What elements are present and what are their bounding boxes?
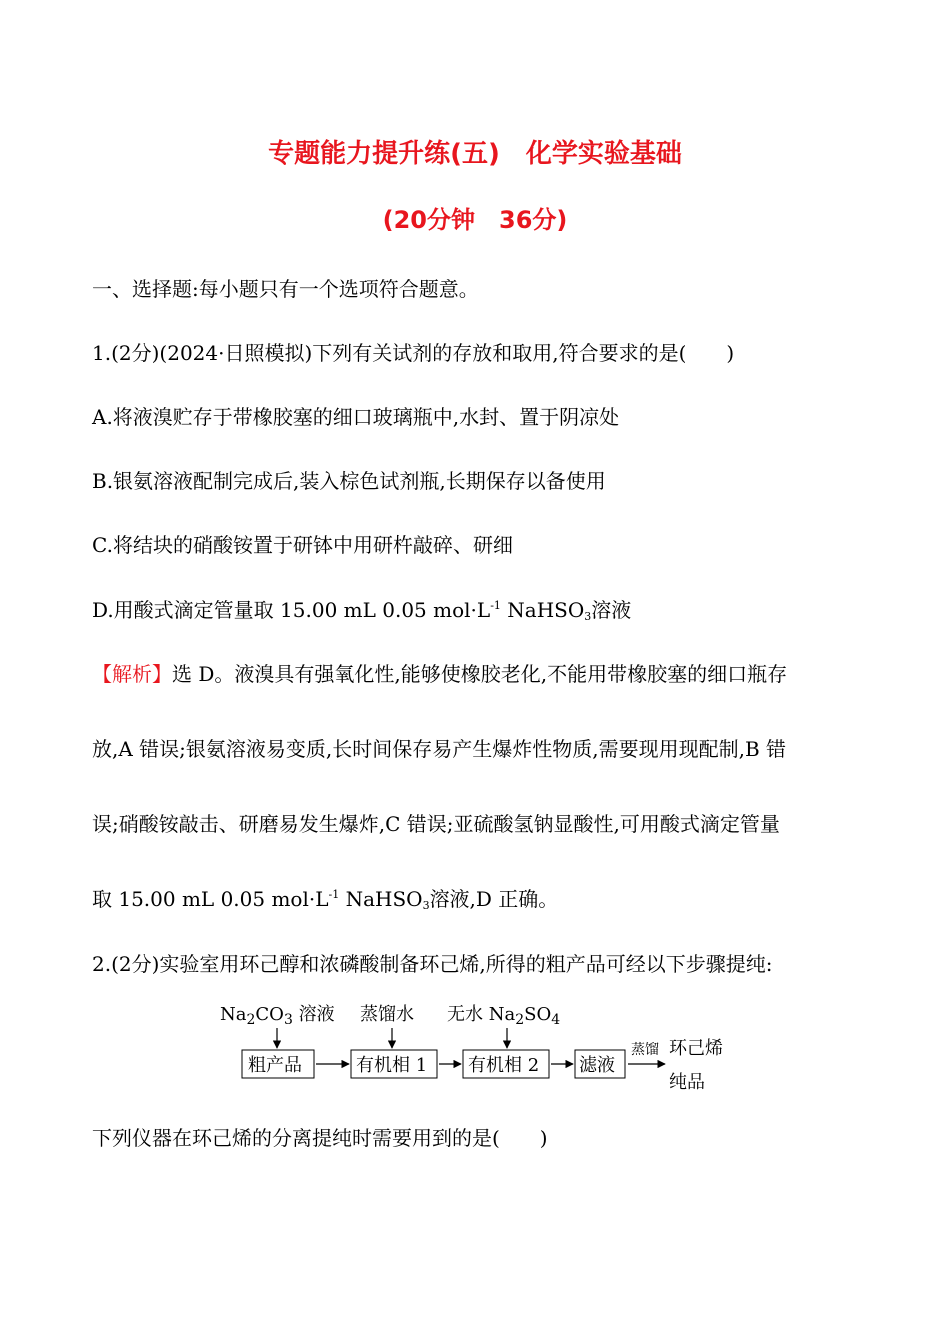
option-d [92, 596, 882, 624]
analysis-tail: 溶液,D 正确。 [429, 887, 559, 911]
analysis-subscript: 3 [422, 899, 430, 912]
analysis-line-3: 误;硝酸铵敲击、研磨易发生爆炸,C 错误;亚硫酸氢钠显酸性,可用酸式滴定管量 [92, 812, 780, 836]
analysis-line-4 [92, 885, 882, 913]
reagent-na2so4: 无水 $Na_2SO_4$ [447, 1004, 561, 1028]
option-b: B.银氨溶液配制完成后,装入棕色试剂瓶,长期保存以备使用 [92, 469, 606, 493]
question-2-stem: 2.(2分)实验室用环己醇和浓磷酸制备环己烯,所得的粗产品可经以下步骤提纯: [92, 952, 773, 976]
reagent-na2co3: $Na_2CO_3$ 溶液 [220, 1004, 335, 1028]
page-subtitle: (20分钟 36分) [382, 206, 568, 234]
section-heading: 一、选择题:每小题只有一个选项符合题意。 [92, 277, 479, 301]
analysis-text-1: 选 D。液溴具有强氧化性,能够使橡胶老化,不能用带橡胶塞的细口瓶存 [172, 662, 788, 686]
analysis-line-1 [92, 660, 882, 688]
box-crude-product-label: 粗产品 [248, 1055, 302, 1076]
reagent-distilled-water: 蒸馏水 [360, 1004, 414, 1025]
product-pure: 纯品 [669, 1072, 705, 1093]
product-cyclohexene: 环己烯 [669, 1038, 723, 1059]
question-1-stem: 1.(2分)(2024·日照模拟)下列有关试剂的存放和取用,符合要求的是( ) [92, 341, 735, 365]
box-organic-phase-1-label: 有机相 1 [356, 1055, 428, 1076]
option-d-subscript: 3 [584, 610, 592, 623]
option-d-text: D.用酸式滴定管量取 15.00 mL 0.05 mol·L [92, 598, 491, 622]
analysis-superscript: -1 [328, 888, 340, 901]
analysis-formula: NaHSO [339, 887, 423, 911]
page-title: 专题能力提升练(五) 化学实验基础 [268, 139, 682, 169]
box-filtrate-label: 滤液 [579, 1055, 615, 1076]
question-2-prompt: 下列仪器在环己烯的分离提纯时需要用到的是( ) [92, 1126, 548, 1150]
option-d-tail: 溶液 [591, 598, 632, 622]
analysis-line-2: 放,A 错误;银氨溶液易变质,长时间保存易产生爆炸性物质,需要现用现配制,B 错 [92, 737, 787, 761]
option-d-superscript: -1 [490, 599, 501, 612]
box-organic-phase-2-label: 有机相 2 [468, 1055, 540, 1076]
purification-flow-diagram [215, 998, 755, 1098]
option-d-formula: NaHSO [500, 598, 585, 622]
step-distillation-label: 蒸馏 [631, 1042, 659, 1058]
analysis-text-4: 取 15.00 mL 0.05 mol·L [92, 887, 329, 911]
option-c: C.将结块的硝酸铵置于研钵中用研杵敲碎、研细 [92, 533, 513, 557]
option-a: A.将液溴贮存于带橡胶塞的细口玻璃瓶中,水封、置于阴凉处 [92, 405, 620, 429]
analysis-tag: 【解析】 [92, 662, 172, 686]
